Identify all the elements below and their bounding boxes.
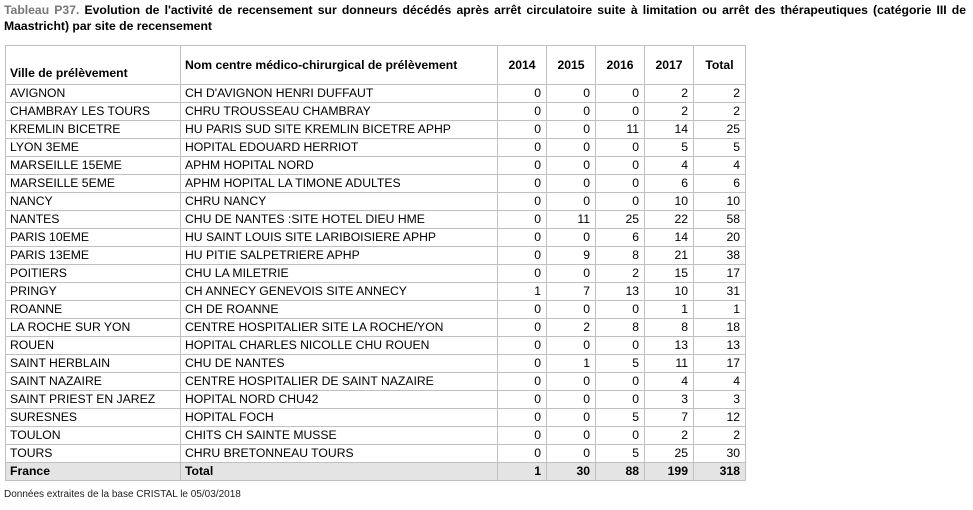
- cell-total: 2: [694, 103, 746, 121]
- cell-centre: HU PARIS SUD SITE KREMLIN BICETRE APHP: [181, 121, 498, 139]
- recensement-table: [5, 45, 746, 481]
- cell-total: 4: [694, 157, 746, 175]
- footer-2017: 199: [645, 463, 694, 481]
- cell-ville: AVIGNON: [6, 85, 181, 103]
- cell-2015: 2: [547, 319, 596, 337]
- cell-ville: POITIERS: [6, 265, 181, 283]
- cell-2017: 2: [645, 427, 694, 445]
- cell-total: 1: [694, 301, 746, 319]
- cell-total: 30: [694, 445, 746, 463]
- cell-2015: 0: [547, 409, 596, 427]
- cell-centre: CHITS CH SAINTE MUSSE: [181, 427, 498, 445]
- cell-ville: CHAMBRAY LES TOURS: [6, 103, 181, 121]
- cell-2016: 2: [596, 265, 645, 283]
- cell-total: 31: [694, 283, 746, 301]
- table-row: [6, 211, 746, 229]
- cell-2015: 9: [547, 247, 596, 265]
- cell-ville: MARSEILLE 15EME: [6, 157, 181, 175]
- footer-row: [6, 463, 746, 481]
- cell-2014: 0: [498, 85, 547, 103]
- cell-2014: 0: [498, 211, 547, 229]
- cell-2016: 0: [596, 373, 645, 391]
- cell-centre: CENTRE HOSPITALIER DE SAINT NAZAIRE: [181, 373, 498, 391]
- cell-ville: NANCY: [6, 193, 181, 211]
- cell-total: 10: [694, 193, 746, 211]
- cell-centre: CH D'AVIGNON HENRI DUFFAUT: [181, 85, 498, 103]
- cell-centre: APHM HOPITAL LA TIMONE ADULTES: [181, 175, 498, 193]
- cell-2016: 0: [596, 85, 645, 103]
- cell-2016: 0: [596, 337, 645, 355]
- cell-2016: 0: [596, 157, 645, 175]
- cell-ville: SAINT HERBLAIN: [6, 355, 181, 373]
- cell-2015: 0: [547, 157, 596, 175]
- cell-2016: 0: [596, 175, 645, 193]
- cell-2015: 0: [547, 139, 596, 157]
- table-row: [6, 247, 746, 265]
- cell-ville: PARIS 10EME: [6, 229, 181, 247]
- cell-total: 13: [694, 337, 746, 355]
- cell-2015: 0: [547, 175, 596, 193]
- cell-centre: CHRU NANCY: [181, 193, 498, 211]
- table-row: [6, 193, 746, 211]
- table-row: [6, 373, 746, 391]
- cell-centre: CHRU BRETONNEAU TOURS: [181, 445, 498, 463]
- cell-2016: 0: [596, 139, 645, 157]
- cell-centre: APHM HOPITAL NORD: [181, 157, 498, 175]
- cell-ville: ROANNE: [6, 301, 181, 319]
- cell-2017: 7: [645, 409, 694, 427]
- cell-2017: 14: [645, 121, 694, 139]
- cell-ville: PARIS 13EME: [6, 247, 181, 265]
- footer-2014: 1: [498, 463, 547, 481]
- cell-2016: 0: [596, 301, 645, 319]
- cell-2014: 0: [498, 157, 547, 175]
- cell-ville: KREMLIN BICETRE: [6, 121, 181, 139]
- cell-2017: 21: [645, 247, 694, 265]
- table-row: [6, 301, 746, 319]
- cell-2014: 0: [498, 427, 547, 445]
- cell-total: 20: [694, 229, 746, 247]
- cell-total: 4: [694, 373, 746, 391]
- cell-2015: 0: [547, 229, 596, 247]
- cell-centre: HU SAINT LOUIS SITE LARIBOISIERE APHP: [181, 229, 498, 247]
- cell-2017: 1: [645, 301, 694, 319]
- cell-2014: 0: [498, 247, 547, 265]
- cell-2016: 5: [596, 445, 645, 463]
- cell-2015: 0: [547, 373, 596, 391]
- table-row: [6, 445, 746, 463]
- cell-ville: MARSEILLE 5EME: [6, 175, 181, 193]
- table-row: [6, 139, 746, 157]
- cell-total: 5: [694, 139, 746, 157]
- table-row: [6, 427, 746, 445]
- cell-ville: ROUEN: [6, 337, 181, 355]
- cell-2014: 0: [498, 301, 547, 319]
- cell-total: 17: [694, 355, 746, 373]
- table-reference: Tableau P37.: [4, 3, 80, 17]
- cell-ville: NANTES: [6, 211, 181, 229]
- table-row: [6, 409, 746, 427]
- cell-2014: 0: [498, 445, 547, 463]
- cell-2016: 0: [596, 103, 645, 121]
- cell-centre: CHU DE NANTES: [181, 355, 498, 373]
- cell-2015: 0: [547, 301, 596, 319]
- data-source-note: Données extraites de la base CRISTAL le 05/03/2018: [4, 489, 241, 500]
- header-2017: 2017: [645, 46, 694, 85]
- cell-2015: 0: [547, 121, 596, 139]
- cell-2015: 0: [547, 265, 596, 283]
- cell-2015: 7: [547, 283, 596, 301]
- cell-2014: 1: [498, 283, 547, 301]
- cell-ville: PRINGY: [6, 283, 181, 301]
- header-row: [6, 46, 746, 85]
- cell-2014: 0: [498, 193, 547, 211]
- cell-2016: 8: [596, 247, 645, 265]
- cell-2017: 8: [645, 319, 694, 337]
- cell-2014: 0: [498, 355, 547, 373]
- cell-centre: CH DE ROANNE: [181, 301, 498, 319]
- cell-2017: 2: [645, 103, 694, 121]
- table-row: [6, 355, 746, 373]
- cell-ville: SAINT NAZAIRE: [6, 373, 181, 391]
- header-ville: Ville de prélèvement: [6, 46, 181, 85]
- table-row: [6, 319, 746, 337]
- cell-2014: 0: [498, 391, 547, 409]
- cell-total: 25: [694, 121, 746, 139]
- table-row: [6, 229, 746, 247]
- cell-2016: 25: [596, 211, 645, 229]
- table-title: Evolution de l'activité de recensement sur donneurs décédés après arrêt circulatoire suite à limitation ou arrêt des thérapeutiques (catégorie III de Maastricht) par site de recensement: [4, 3, 966, 33]
- cell-2015: 0: [547, 193, 596, 211]
- header-centre: Nom centre médico-chirurgical de prélèvement: [181, 46, 498, 85]
- cell-2017: 25: [645, 445, 694, 463]
- cell-total: 18: [694, 319, 746, 337]
- cell-centre: HU PITIE SALPETRIERE APHP: [181, 247, 498, 265]
- cell-2014: 0: [498, 175, 547, 193]
- table-row: [6, 121, 746, 139]
- table-row: [6, 175, 746, 193]
- cell-total: 6: [694, 175, 746, 193]
- cell-2017: 4: [645, 373, 694, 391]
- cell-2017: 22: [645, 211, 694, 229]
- cell-2014: 0: [498, 337, 547, 355]
- cell-2016: 6: [596, 229, 645, 247]
- cell-2017: 15: [645, 265, 694, 283]
- cell-2017: 14: [645, 229, 694, 247]
- cell-2016: 13: [596, 283, 645, 301]
- cell-2015: 0: [547, 103, 596, 121]
- cell-2017: 11: [645, 355, 694, 373]
- cell-total: 12: [694, 409, 746, 427]
- cell-2015: 0: [547, 445, 596, 463]
- cell-2017: 2: [645, 85, 694, 103]
- table-row: [6, 265, 746, 283]
- cell-2017: 4: [645, 157, 694, 175]
- cell-2017: 10: [645, 193, 694, 211]
- cell-2017: 6: [645, 175, 694, 193]
- cell-total: 2: [694, 427, 746, 445]
- cell-2017: 3: [645, 391, 694, 409]
- cell-ville: TOURS: [6, 445, 181, 463]
- cell-total: 2: [694, 85, 746, 103]
- cell-centre: HOPITAL CHARLES NICOLLE CHU ROUEN: [181, 337, 498, 355]
- cell-2015: 0: [547, 391, 596, 409]
- footer-2016: 88: [596, 463, 645, 481]
- cell-centre: HOPITAL FOCH: [181, 409, 498, 427]
- cell-centre: HOPITAL NORD CHU42: [181, 391, 498, 409]
- cell-2016: 0: [596, 193, 645, 211]
- cell-2016: 11: [596, 121, 645, 139]
- header-2016: 2016: [596, 46, 645, 85]
- cell-2014: 0: [498, 319, 547, 337]
- table-row: [6, 391, 746, 409]
- cell-2015: 0: [547, 337, 596, 355]
- cell-total: 38: [694, 247, 746, 265]
- cell-2014: 0: [498, 139, 547, 157]
- cell-centre: CENTRE HOSPITALIER SITE LA ROCHE/YON: [181, 319, 498, 337]
- cell-2016: 5: [596, 355, 645, 373]
- table-caption: [4, 2, 966, 34]
- cell-2014: 0: [498, 409, 547, 427]
- cell-ville: LYON 3EME: [6, 139, 181, 157]
- table-row: [6, 85, 746, 103]
- header-total: Total: [694, 46, 746, 85]
- cell-2014: 0: [498, 103, 547, 121]
- table-row: [6, 337, 746, 355]
- table-row: [6, 103, 746, 121]
- footer-country: France: [6, 463, 181, 481]
- header-2014: 2014: [498, 46, 547, 85]
- cell-centre: HOPITAL EDOUARD HERRIOT: [181, 139, 498, 157]
- cell-total: 17: [694, 265, 746, 283]
- cell-2014: 0: [498, 229, 547, 247]
- cell-ville: TOULON: [6, 427, 181, 445]
- cell-2017: 5: [645, 139, 694, 157]
- cell-total: 58: [694, 211, 746, 229]
- footer-label: Total: [181, 463, 498, 481]
- cell-centre: CHU LA MILETRIE: [181, 265, 498, 283]
- cell-ville: SURESNES: [6, 409, 181, 427]
- cell-2014: 0: [498, 265, 547, 283]
- cell-2014: 0: [498, 373, 547, 391]
- cell-centre: CHU DE NANTES :SITE HOTEL DIEU HME: [181, 211, 498, 229]
- cell-ville: LA ROCHE SUR YON: [6, 319, 181, 337]
- cell-2016: 8: [596, 319, 645, 337]
- cell-2016: 0: [596, 427, 645, 445]
- cell-centre: CHRU TROUSSEAU CHAMBRAY: [181, 103, 498, 121]
- cell-2015: 0: [547, 85, 596, 103]
- cell-2015: 11: [547, 211, 596, 229]
- table-body: [6, 85, 746, 463]
- cell-2015: 0: [547, 427, 596, 445]
- cell-total: 3: [694, 391, 746, 409]
- header-2015: 2015: [547, 46, 596, 85]
- cell-2014: 0: [498, 121, 547, 139]
- cell-2017: 13: [645, 337, 694, 355]
- table-row: [6, 157, 746, 175]
- footer-2015: 30: [547, 463, 596, 481]
- cell-2015: 1: [547, 355, 596, 373]
- footer-total: 318: [694, 463, 746, 481]
- cell-2016: 5: [596, 409, 645, 427]
- cell-centre: CH ANNECY GENEVOIS SITE ANNECY: [181, 283, 498, 301]
- cell-ville: SAINT PRIEST EN JAREZ: [6, 391, 181, 409]
- cell-2016: 0: [596, 391, 645, 409]
- cell-2017: 10: [645, 283, 694, 301]
- table-row: [6, 283, 746, 301]
